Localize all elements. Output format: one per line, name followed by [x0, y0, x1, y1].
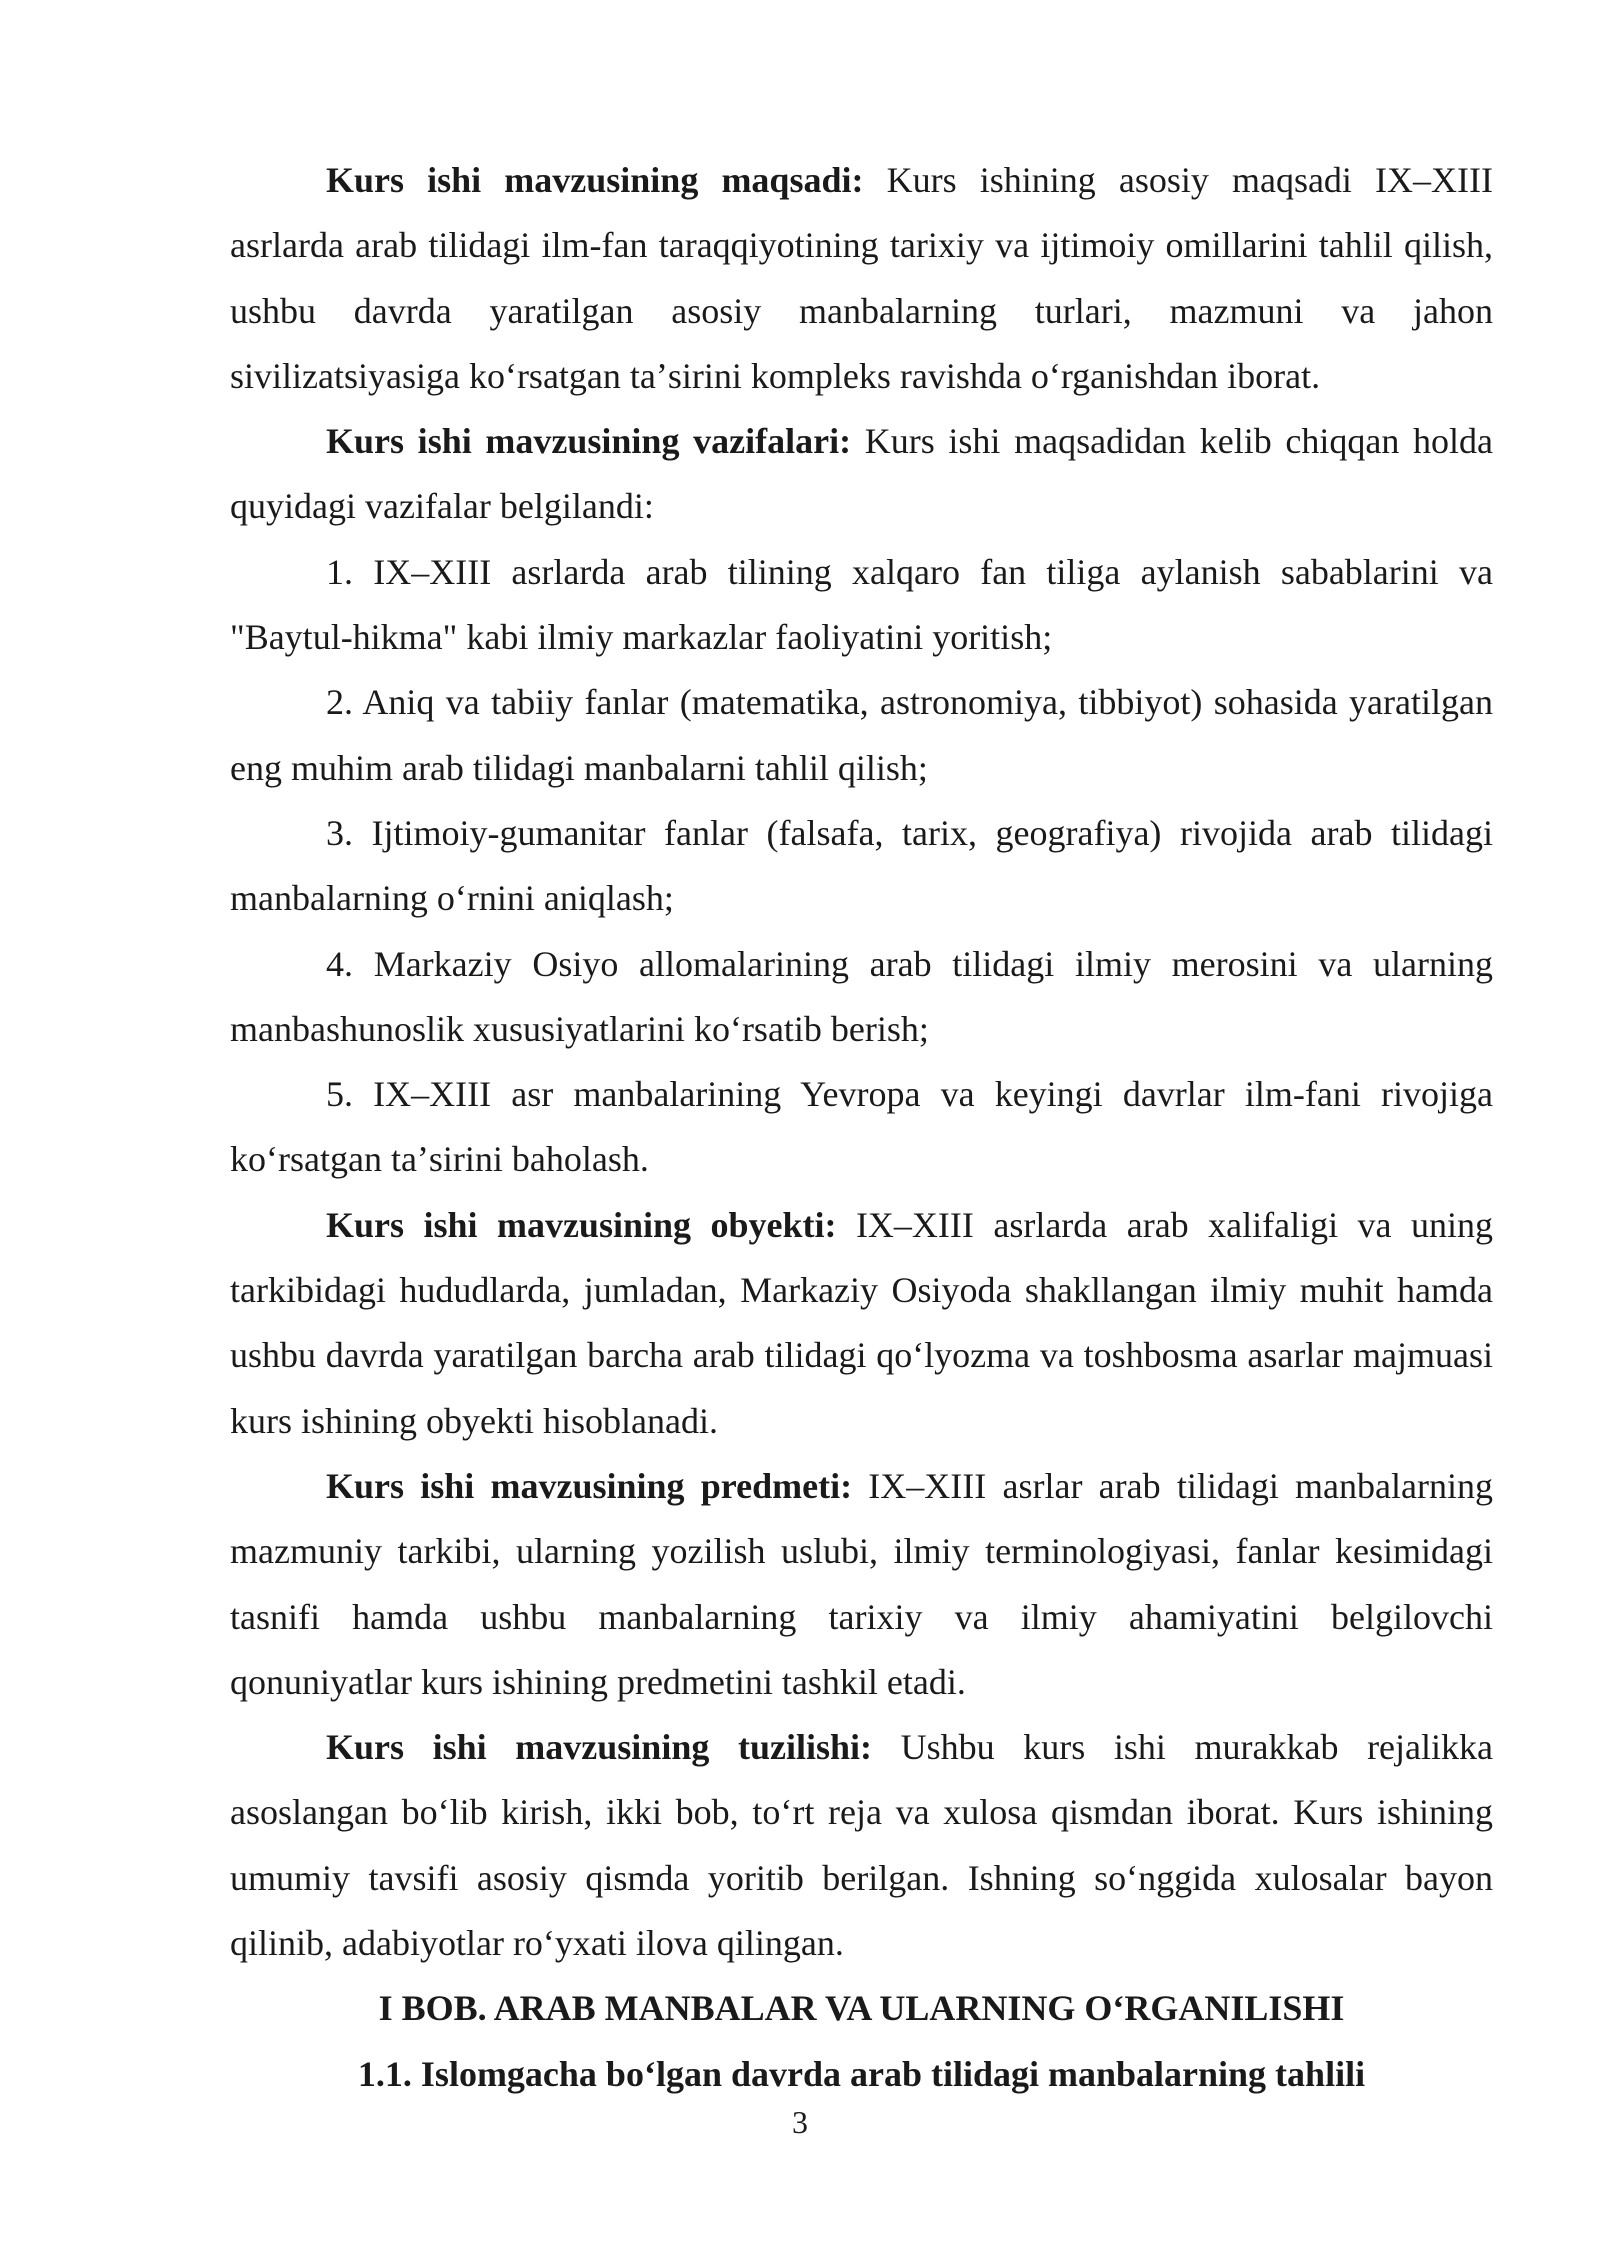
document-page — [230, 148, 1493, 2107]
task-item-5: 5. IX–XIII asr manbalarining Yevropa va keyingi davrlar ilm-fani rivojiga koʻrsatgan taʼsirini baholash. — [230, 1074, 1493, 1180]
subject-label: Kurs ishi mavzusining predmeti: — [326, 1465, 853, 1506]
task-item-4: 4. Markaziy Osiyo allomalarining arab tilidagi ilmiy merosini va ularning manbashunoslik xususiyatlarini koʻrsatib berish; — [230, 943, 1493, 1049]
goal-text: Kurs ishining asosiy maqsadi IX–XIII asrlarda arab tilidagi ilm-fan taraqqiyotining tarixiy va ijtimoiy omillarini tahlil qilish, ushbu davrda yaratilgan asosiy manbalarning turlari, mazmuni va jahon sivilizatsiyasiga koʻrsatgan taʼsirini kompleks ravishda oʻrganishdan iborat. — [230, 160, 1494, 396]
structure-text: Ushbu kurs ishi murakkab rejalikka asoslangan boʻlib kirish, ikki bob, toʻrt reja va xulosa qismdan iborat. Kurs ishining umumiy tavsifi asosiy qismda yoritib berilgan. Ishning soʻnggida xulosalar bayon qilinib, adabiyotlar roʻyxati ilova qilingan. — [230, 1727, 1493, 1964]
chapter-title: I BOB. ARAB MANBALAR VA ULARNING OʻRGANILISHI — [378, 1988, 1345, 2029]
structure-paragraph — [230, 1715, 1493, 1976]
object-text: IX–XIII asrlarda arab xalifaligi va uning tarkibidagi hududlarda, jumladan, Markaziy Osiyoda shakllangan ilmiy muhit hamda ushbu davrda yaratilgan barcha arab tilidagi qoʻlyozma va toshbosma asarlar majmuasi kurs ishining obyekti hisoblanadi. — [230, 1204, 1493, 1441]
goal-label: Kurs ishi mavzusining maqsadi: — [326, 160, 864, 200]
task-item-3: 3. Ijtimoiy-gumanitar fanlar (falsafa, tarix, geografiya) rivojida arab tilidagi manbalarning oʻrnini aniqlash; — [230, 812, 1493, 919]
object-paragraph — [230, 1193, 1493, 1454]
tasks-paragraph — [230, 409, 1493, 540]
task-item-2: 2. Aniq va tabiiy fanlar (matematika, astronomiya, tibbiyot) sohasida yaratilgan eng muhim arab tilidagi manbalarni tahlil qilish; — [230, 682, 1493, 788]
goal-paragraph — [230, 148, 1493, 409]
page-number: 3 — [792, 2104, 808, 2140]
tasks-label: Kurs ishi mavzusining vazifalari: — [326, 421, 852, 462]
section-title: 1.1. Islomgacha boʻlgan davrda arab tilidagi manbalarning tahlili — [357, 2053, 1366, 2094]
task-item-1: 1. IX–XIII asrlarda arab tilining xalqaro fan tiliga aylanish sabablarini va "Baytul-hikma" kabi ilmiy markazlar faoliyatini yoritish; — [230, 551, 1493, 658]
tasks-intro-text: Kurs ishi maqsadidan kelib chiqqan holda quyidagi vazifalar belgilandi: — [230, 421, 1493, 527]
subject-paragraph — [230, 1454, 1493, 1715]
object-label: Kurs ishi mavzusining obyekti: — [326, 1204, 837, 1245]
structure-label: Kurs ishi mavzusining tuzilishi: — [326, 1727, 872, 1768]
subject-text: IX–XIII asrlar arab tilidagi manbalarning mazmuniy tarkibi, ularning yozilish uslubi, ilmiy terminologiyasi, fanlar kesimidagi tasnifi hamda ushbu manbalarning tarixiy va ilmiy ahamiyatini belgilovchi qonuniyatlar kurs ishining predmetini tashkil etadi. — [230, 1465, 1493, 1702]
